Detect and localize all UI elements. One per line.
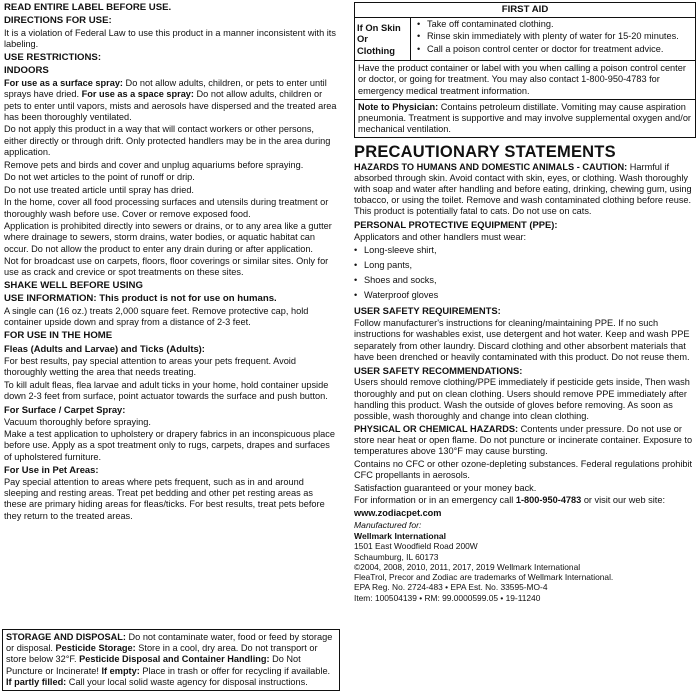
copyright-text: ©2004, 2008, 2010, 2011, 2017, 2019 Wellmark International [354, 561, 581, 572]
trademarks-text: FleaTrol, Precor and Zodiac are trademarks of Wellmark International. [354, 572, 614, 583]
manufactured-for-label: Manufactured for: [354, 520, 422, 531]
directions-heading: DIRECTIONS FOR USE: [4, 15, 112, 27]
remove-pets-text: Remove pets and birds and cover and unplug aquariums before spraying. [4, 159, 304, 170]
first-aid-steps [411, 18, 695, 60]
user-safety-requirements-text: Follow manufacturer's instructions for cleaning/maintaining PPE. If no such instructions for washables exist, use detergent and hot water. Keep and wash PPE separately from other laundry. Discard clothing and other absorbent materials that have been drenched or heavily contaminated with this product. Do not reuse them. [354, 318, 690, 362]
broadcast-text: Not for broadcast use on carpets, floors, floor coverings or similar sites. Only for use as crack and crevice or spot treatments on these sites. [4, 256, 329, 278]
pet-areas-text: Pay special attention to areas where pets frequent, such as in and around sleeping and resting areas. Treat pet bedding and other pet resting areas as these are primary hiding areas for fleas/ticks. For best results, treat pets before they return to the treated areas. [4, 477, 325, 521]
single-can-text: A single can (16 oz.) treats 2,000 square feet. Remove protective cap, hold container upside down and spray from a distance of 2-3 feet. [4, 306, 309, 328]
federal-law-text: It is a violation of Federal Law to use this product in a manner inconsistent with its labeling. [4, 28, 336, 50]
first-aid-step: • Rinse skin immediately with plenty of water for 15-20 minutes. [417, 31, 691, 42]
first-aid-title: FIRST AID [355, 3, 695, 18]
first-aid-skin-label: If On Skin Or Clothing [355, 18, 411, 60]
home-use-heading: FOR USE IN THE HOME [4, 330, 113, 342]
shake-well-heading: SHAKE WELL BEFORE USING [4, 280, 143, 292]
user-safety-requirements-heading: USER SAFETY REQUIREMENTS: [354, 305, 501, 317]
read-label-heading: READ ENTIRE LABEL BEFORE USE. [4, 2, 172, 13]
ppe-list [354, 245, 696, 302]
emergency-phone: 1-800-950-4783 [515, 495, 582, 506]
surface-carpet-heading: For Surface / Carpet Spray: [4, 403, 126, 415]
test-application-text: Make a test application to upholstery or drapery fabrics in an inconspicuous place before use. Apply as a spot treatment only to rugs, carpets, drapes and surfaces of upholstered furniture. [4, 429, 335, 462]
note-to-physician: Note to Physician: Contains petroleum distillate. Vomiting may cause aspiration pneumonia. Treatment is supportive and may involve supplemental oxygen and/or mechanical ventilation. [358, 101, 691, 135]
sewers-text: Application is prohibited directly into sewers or drains, or to any area like a gutter where drainage to sewers, storm drains, water bodies, or aquatic habitat can occur. Do not allow the product to enter any drain during or after application. [4, 221, 332, 254]
fleas-ticks-heading: Fleas (Adults and Larvae) and Ticks (Adults): [4, 343, 205, 355]
manufacturer-block [354, 520, 696, 602]
fleas-kill-text: To kill adult fleas, flea larvae and adult ticks in your home, hold container upside down 2-3 feet from surface, point actuator towards the surface and push button. [4, 379, 329, 402]
first-aid-skin-row [355, 18, 695, 61]
directions-column [4, 2, 338, 523]
address-line-2: Schaumburg, IL 60173 [354, 551, 439, 562]
ppe-item: • Shoes and socks, [354, 275, 696, 286]
website-text: www.zodiacpet.com [354, 507, 442, 518]
pet-areas-heading: For Use in Pet Areas: [4, 464, 99, 476]
company-name: Wellmark International [354, 530, 447, 541]
user-safety-recommendations-heading: USER SAFETY RECOMMENDATIONS: [354, 364, 523, 376]
precautionary-statements-title: PRECAUTIONARY STATEMENTS [354, 143, 616, 162]
ppe-item: • Waterproof gloves [354, 290, 696, 301]
user-safety-recommendations-text: Users should remove clothing/PPE immediately if pesticide gets inside, Then wash thoroughly and put on clean clothing. Users should remove PPE immediately after handling this product. Wash the outside of gloves before removing. As soon as possible, wash thoroughly and change into clean clothing. [354, 377, 690, 422]
first-aid-contact-text: Have the product container or label with you when calling a poison control center or doctor, or going for treatment. You may also contact 1-800-950-4783 for emergency medical treatment information. [355, 61, 695, 100]
physical-chemical-hazards-text: PHYSICAL OR CHEMICAL HAZARDS: Contents under pressure. Do not use or store near heat or open flame. Do not puncture or incinerate container. Exposure to temperatures above 130°F may cause bursting. [354, 423, 693, 457]
use-restrictions-heading: USE RESTRICTIONS: [4, 52, 102, 64]
satisfaction-text: Satisfaction guaranteed or your money back. [354, 482, 537, 493]
ppe-item: • Long pants, [354, 260, 696, 271]
first-aid-step: • Call a poison control center or doctor for treatment advice. [417, 44, 691, 55]
apply-way-text: Do not apply this product in a way that will contact workers or other persons, either directly or through drift. Only protected handlers may be in the area during application. [4, 124, 331, 157]
emergency-info-text: For information or in an emergency call 1-800-950-4783 or visit our web site: [354, 495, 666, 506]
first-aid-step: • Take off contaminated clothing. [417, 19, 691, 30]
first-aid-box [354, 2, 696, 138]
indoors-heading: INDOORS [4, 65, 49, 77]
first-aid-precautions-column [354, 2, 696, 603]
runoff-text: Do not wet articles to the point of runoff or drip. [4, 172, 195, 183]
ppe-heading: PERSONAL PROTECTIVE EQUIPMENT (PPE): [354, 219, 558, 231]
storage-disposal-box: STORAGE AND DISPOSAL: Do not contaminate water, food or feed by storage or disposal. Pesticide Storage: Store in a cool, dry area. Do not transport or store below 32°F. Pesticide Disposal and Container Handling: Do Not Puncture or Incinerate! If empty: Place in trash or offer for recycling if available. If partly filled: Call your local solid waste agency for disposal instructions. [2, 629, 340, 691]
epa-numbers: EPA Reg. No. 2724-483 • EPA Est. No. 33595-MO-4 [354, 582, 548, 593]
ppe-intro: Applicators and other handlers must wear: [354, 231, 527, 242]
item-numbers: Item: 100504139 • RM: 99.0000599.05 • 19-11240 [354, 592, 541, 603]
ppe-item: • Long-sleeve shirt, [354, 245, 696, 256]
spray-restrictions-text: For use as a surface spray: Do not allow adults, children, or pets to enter until sprays have dried. For use as a space spray: Do not allow adults, children or pets to enter until vapors, mists and aerosols have dispersed and the treated area has been thoroughly ventilated. [4, 78, 337, 122]
cfc-text: Contains no CFC or other ozone-depleting substances. Federal regulations prohibit CFC propellants in aerosols. [354, 458, 693, 480]
vacuum-text: Vacuum thoroughly before spraying. [4, 416, 151, 427]
hazards-humans-text: HAZARDS TO HUMANS AND DOMESTIC ANIMALS - CAUTION: Harmful if absorbed through skin. Avoid contact with skin, eyes, or clothing. Wash thoroughly with soap and water after handling and before eating, drinking, chewing gum, using tobacco, or using the toilet. Remove and wash contaminated clothing before reuse. This product is potentially fatal to cats. Do not use on cats. [354, 161, 692, 217]
address-line-1: 1501 East Woodfield Road 200W [354, 541, 478, 552]
use-information-heading: USE INFORMATION: This product is not for use on humans. [4, 293, 277, 305]
food-surfaces-text: In the home, cover all food processing surfaces and utensils during treatment or thoroughly wash before use. Cover or remove exposed food. [4, 197, 329, 219]
fleas-best-results-text: For best results, pay special attention to areas your pets frequent. Avoid thoroughly wetting the area that needs treating. [4, 356, 296, 378]
dried-text: Do not use treated article until spray has dried. [4, 184, 194, 195]
